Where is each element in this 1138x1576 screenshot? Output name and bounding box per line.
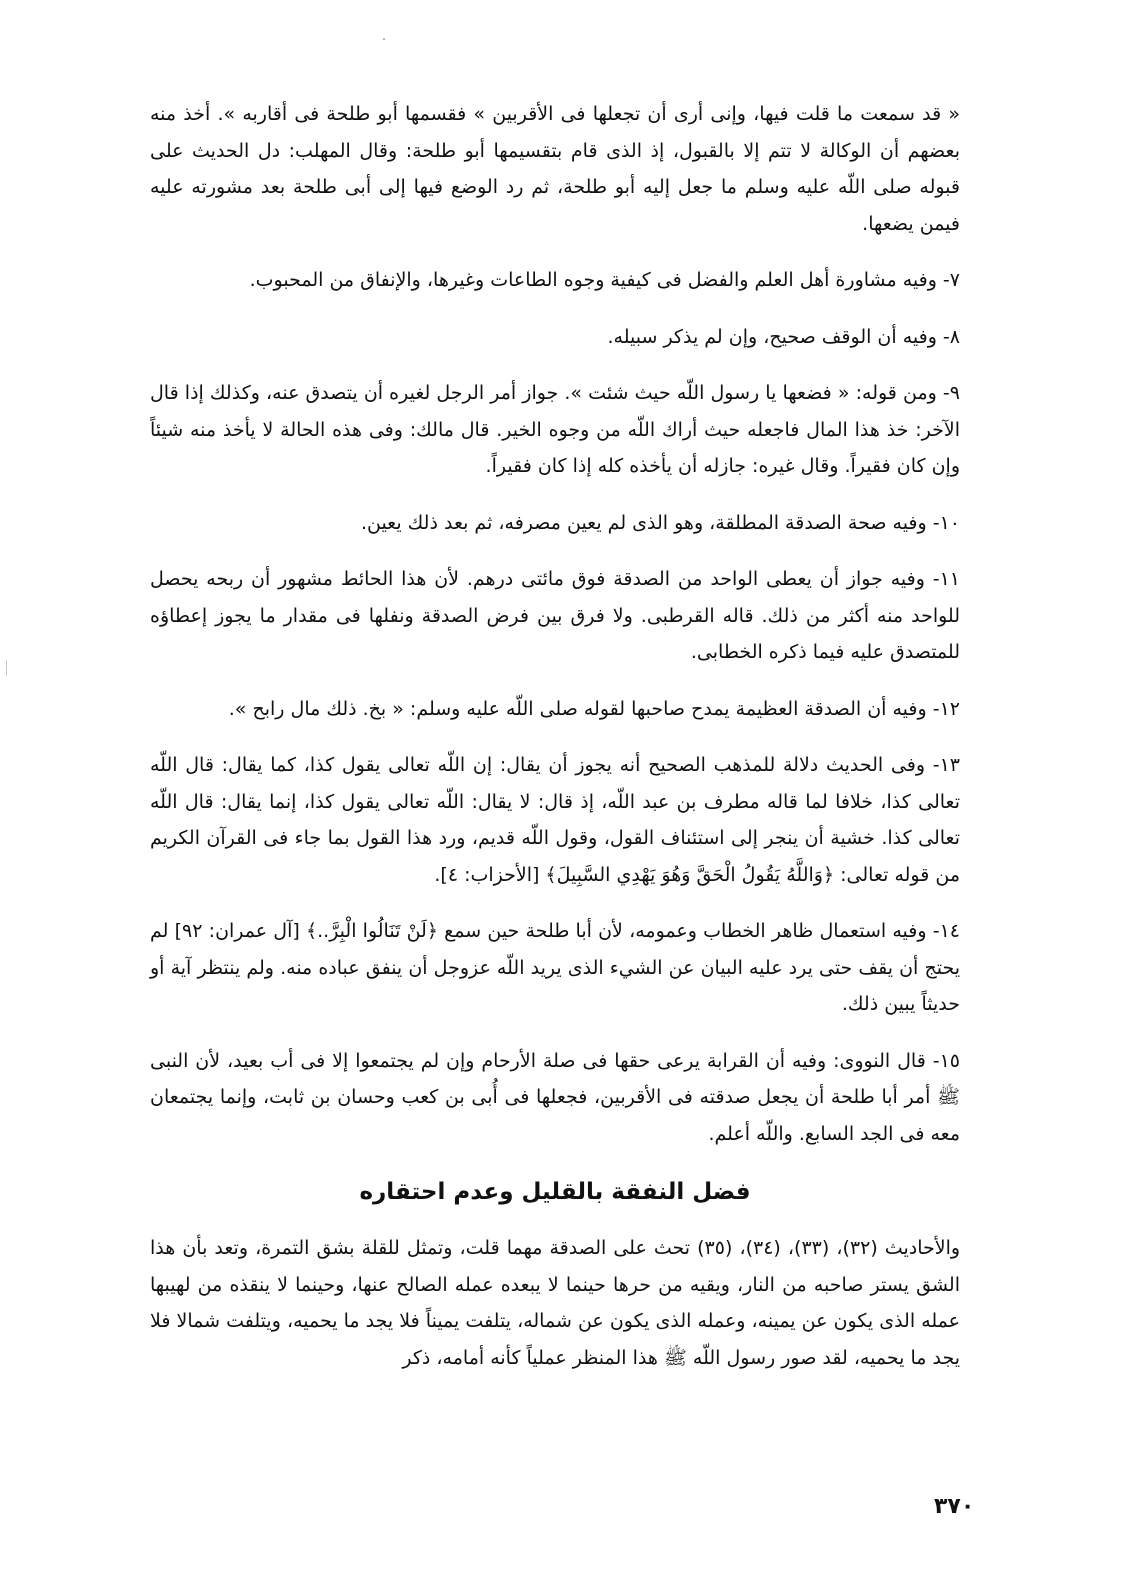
paragraph-item-14: ١٤- وفيه استعمال ظاهر الخطاب وعمومه، لأن أبا طلحة حين سمع ﴿لَنْ تَنَالُوا الْبِرَّ..﴾ [آل عمران: ٩٢] لم يحتج أن يقف حتى يرد عليه البيان عن الشيء الذى يريد اللّه عزوجل أن ينفق عباده منه. ولم ينتظر آية أو حديثاً يبين ذلك. bbox=[150, 920, 960, 1015]
paragraph-item-8: ٨- وفيه أن الوقف صحيح، وإن لم يذكر سبيله. bbox=[607, 325, 960, 348]
paragraph-item-13: ١٣- وفى الحديث دلالة للمذهب الصحيح أنه يجوز أن يقال: إن اللّه تعالى يقول كذا، كما يقال: قال اللّه تعالى كذا، خلافا لما قاله مطرف بن عبد اللّه، إذ قال: لا يقال: اللّه تعالى يقول كذا، إنما يقال: قال اللّه تعالى كذا. خشية أن ينجر إلى استئناف القول، وقول اللّه قديم، ورد هذا القول بما جاء فى القرآن الكريم من قوله تعالى: ﴿وَاللَّهُ يَقُولُ الْحَقَّ وَهُوَ يَهْدِي السَّبِيلَ﴾ [الأحزاب: ٤]. bbox=[150, 754, 960, 886]
scan-edge-mark bbox=[6, 660, 7, 676]
page-number: ٣٧٠ bbox=[934, 1494, 975, 1519]
paragraph-continuation: « قد سمعت ما قلت فيها، وإنى أرى أن تجعلها فى الأقربين » فقسمها أبو طلحة فى أقاربه ». أخذ منه بعضهم أن الوكالة لا تتم إلا بالقبول، إذ الذى قام بتقسيمها أبو طلحة: وقال المهلب: دل الحديث على قبوله صلى اللّه عليه وسلم ما جعل إليه أبو طلحة، ثم رد الوضع فيها إلى أبى طلحة بعد مشورته عليه فيمن يضعها. bbox=[150, 103, 960, 235]
paragraph-item-11: ١١- وفيه جواز أن يعطى الواحد من الصدقة فوق مائتى درهم. لأن هذا الحائط مشهور أن ربحه يحصل للواحد منه أكثر من ذلك. قاله القرطبى. ولا فرق بين فرض الصدقة ونفلها فى مقدار ما يجوز إعطاؤه للمتصدق عليه فيما ذكره الخطابى. bbox=[150, 568, 960, 663]
paragraph-item-7: ٧- وفيه مشاورة أهل العلم والفضل فى كيفية وجوه الطاعات وغيرها، والإنفاق من المحبوب. bbox=[249, 269, 960, 291]
paragraph-item-10: ١٠- وفيه صحة الصدقة المطلقة، وهو الذى لم يعين مصرفه، ثم بعد ذلك يعين. bbox=[360, 511, 960, 534]
paragraph-hadith-charity: والأحاديث (٣٢)، (٣٣)، (٣٤)، (٣٥) تحث على الصدقة مهما قلت، وتمثل للقلة بشق التمرة، وتعد بأن هذا الشق يستر صاحبه من النار، ويقيه من حرها حينما لا يبعده عمله الصالح عنها، وحينما لا ينقذه من لهيبها عمله الذى يكون عن يمينه، وعمله الذى يكون عن شماله، يتلفت يميناً فلا يجد ما يحميه، ويتلفت شمالا فلا يجد ما يحميه، لقد صور رسول اللّه ﷺ هذا المنظر عملياً كأنه أمامه، ذكر bbox=[150, 1237, 961, 1369]
section-heading: فضل النفقة بالقليل وعدم احتقاره bbox=[359, 1179, 751, 1205]
paragraph-item-12: ١٢- وفيه أن الصدقة العظيمة يمدح صاحبها لقوله صلى اللّه عليه وسلم: « بخ. ذلك مال رابح ». bbox=[228, 697, 960, 720]
scan-speck bbox=[383, 38, 385, 40]
paragraph-item-9: ٩- ومن قوله: « فضعها يا رسول اللّه حيث شئت ». جواز أمر الرجل لغيره أن يتصدق عنه، وكذلك إذا قال الآخر: خذ هذا المال فاجعله حيث أراك اللّه من وجوه الخير. قال مالك: وفى هذه الحالة لا يأخذ منه شيئاً وإن كان فقيراً. وقال غيره: جازله أن يأخذه كله إذا كان فقيراً. bbox=[150, 382, 960, 477]
paragraph-item-15: ١٥- قال النووى: وفيه أن القرابة يرعى حقها فى صلة الأرحام وإن لم يجتمعوا إلا فى أب بعيد، لأن النبى ﷺ أمر أبا طلحة أن يجعل صدقته فى الأقربين، فجعلها فى أُبى بن كعب وحسان بن ثابت، وإنما يجتمعان معه فى الجد السابع. واللّه أعلم. bbox=[150, 1049, 960, 1145]
page-body bbox=[150, 96, 960, 1396]
